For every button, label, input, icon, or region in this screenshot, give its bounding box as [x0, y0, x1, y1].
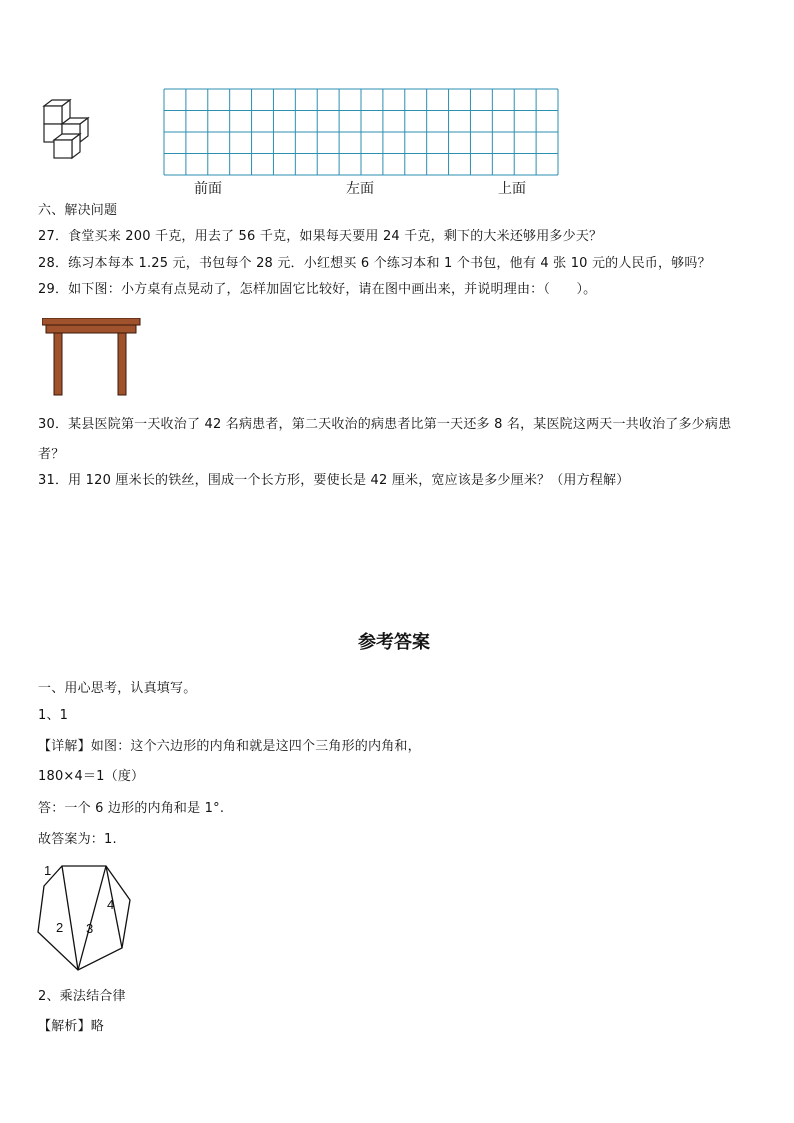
table-figure: [42, 318, 142, 398]
answer-1-number: 1、1: [38, 708, 69, 723]
answer-1-detail: 【详解】如图：这个六边形的内角和就是这四个三角形的内角和，: [38, 739, 421, 754]
question-31: 31．用 120 厘米长的铁丝，围成一个长方形，要使长是 42 厘米，宽应该是多少厘米？（用方程解）: [38, 473, 630, 488]
answer-1-final: 故答案为：1.: [38, 832, 117, 847]
hexagon-figure: [36, 860, 136, 976]
hexagon-label-2: 2: [56, 920, 64, 935]
question-30-line1: 30．某县医院第一天收治了 42 名病患者，第二天收治的病患者比第一天还多 8 名，某医院这两天一共收治了多少病患: [38, 417, 732, 432]
answer-1-reply: 答：一个 6 边形的内角和是 1°.: [38, 801, 225, 816]
section6-heading: 六、解决问题: [38, 203, 118, 218]
hexagon-label-3: 3: [86, 921, 94, 936]
cube-figure: [38, 96, 104, 162]
answer-2-analysis: 【解析】略: [38, 1019, 105, 1034]
question-28: 28．练习本每本 1.25 元，书包每个 28 元．小红想买 6 个练习本和 1 个书包，他有 4 张 10 元的人民币，够吗？: [38, 256, 711, 271]
hexagon-label-4: 4: [107, 897, 115, 912]
answer-1-calc: 180×4＝1（度）: [38, 769, 145, 784]
answer-2-number: 2、乘法结合律: [38, 989, 126, 1004]
question-29: 29．如下图：小方桌有点晃动了，怎样加固它比较好，请在图中画出来，并说明理由：（ ）。: [38, 282, 597, 297]
answers-section1-heading: 一、用心思考，认真填写。: [38, 681, 197, 696]
grid-label-front: 前面: [194, 181, 222, 197]
question-30-line2: 者？: [38, 447, 65, 462]
question-27: 27．食堂买来 200 千克，用去了 56 千克，如果每天要用 24 千克，剩下的大米还够用多少天？: [38, 229, 603, 244]
grid-label-top: 上面: [498, 181, 526, 197]
drawing-grid: [163, 88, 559, 176]
answers-title: 参考答案: [358, 632, 430, 653]
grid-label-left: 左面: [346, 181, 374, 197]
hexagon-label-1: 1: [44, 863, 52, 878]
